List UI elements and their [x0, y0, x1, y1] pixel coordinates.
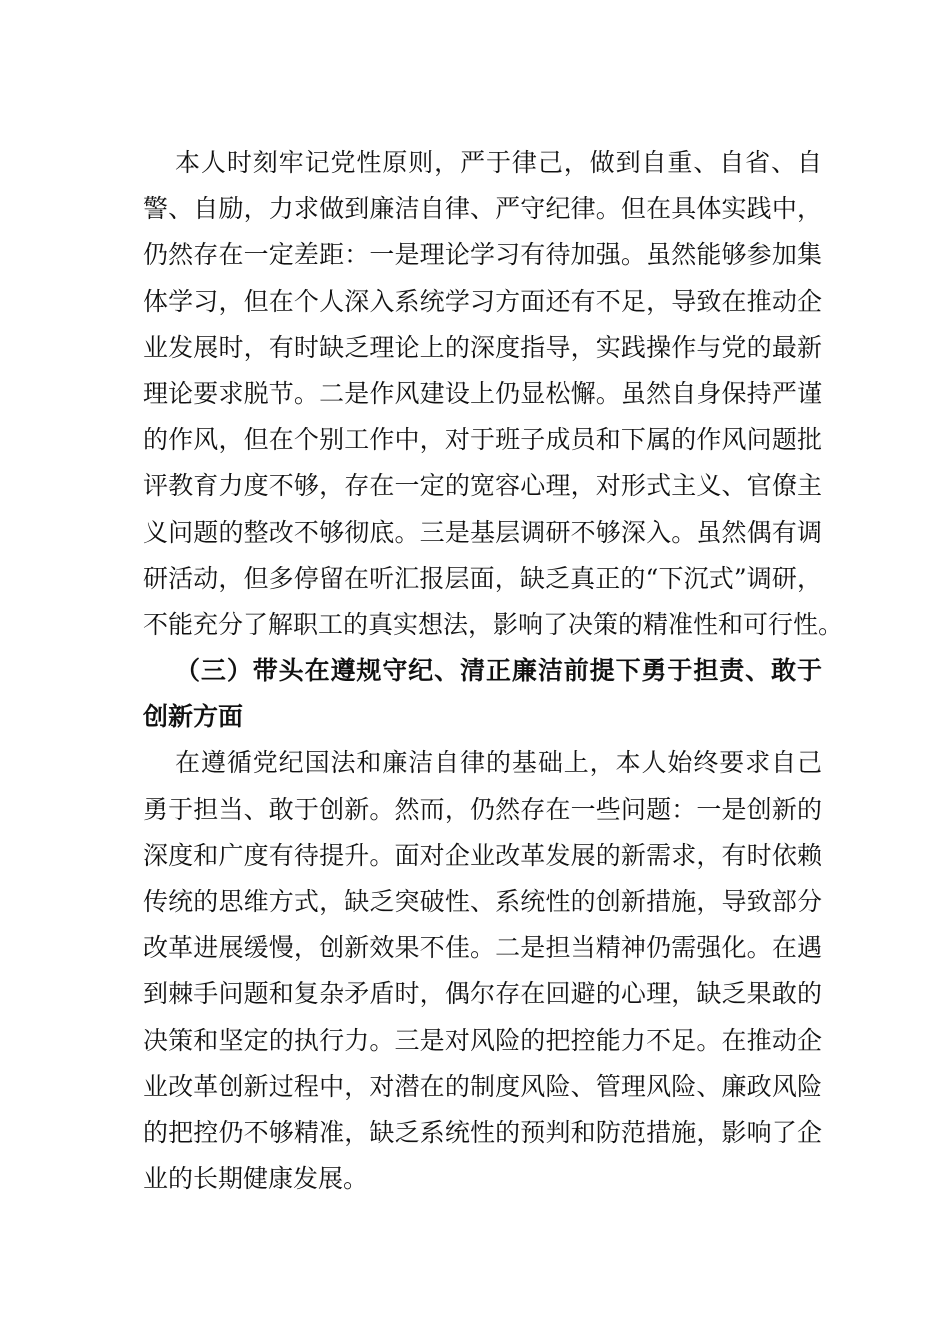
- text-line: 研活动，但多停留在听汇报层面，缺乏真正的“下沉式”调研，: [143, 563, 822, 593]
- paragraph: [143, 740, 822, 1202]
- text-line: 的作风，但在个别工作中，对于班子成员和下属的作风问题批: [143, 425, 822, 455]
- text-line: 不能充分了解职工的真实想法，影响了决策的精准性和可行性。: [143, 609, 844, 639]
- text-line: 义问题的整改不够彻底。三是基层调研不够深入。虽然偶有调: [143, 517, 822, 547]
- section-heading: [143, 648, 822, 740]
- text-line: 评教育力度不够，存在一定的宽容心理，对形式主义、官僚主: [143, 471, 822, 501]
- text-line: 本人时刻牢记党性原则，严于律己，做到自重、自省、自: [175, 148, 822, 177]
- text-line: 传统的思维方式，缺乏突破性、系统性的创新措施，导致部分: [143, 887, 822, 916]
- text-line: 业改革创新过程中，对潜在的制度风险、管理风险、廉政风险: [143, 1071, 822, 1101]
- text-line: 理论要求脱节。二是作风建设上仍显松懈。虽然自身保持严谨: [143, 378, 822, 408]
- text-line: （三）带头在遵规守纪、清正廉洁前提下勇于担责、敢于: [175, 656, 822, 686]
- text-line: 到棘手问题和复杂矛盾时，偶尔存在回避的心理，缺乏果敢的: [143, 979, 822, 1009]
- text-line: 决策和坚定的执行力。三是对风险的把控能力不足。在推动企: [143, 1025, 822, 1055]
- text-line: 在遵循党纪国法和廉洁自律的基础上，本人始终要求自己: [175, 748, 822, 778]
- text-line: 警、自励，力求做到廉洁自律、严守纪律。但在具体实践中，: [143, 194, 822, 224]
- text-line: 的把控仍不够精准，缺乏系统性的预判和防范措施，影响了企: [143, 1117, 822, 1147]
- text-line: 深度和广度有待提升。面对企业改革发展的新需求，有时依赖: [143, 840, 822, 870]
- text-line: 业发展时，有时缺乏理论上的深度指导，实践操作与党的最新: [143, 332, 822, 362]
- paragraph: [143, 140, 844, 648]
- text-line: 创新方面: [143, 702, 244, 732]
- text-line: 勇于担当、敢于创新。然而，仍然存在一些问题：一是创新的: [143, 794, 822, 824]
- text-line: 仍然存在一定差距：一是理论学习有待加强。虽然能够参加集: [143, 240, 822, 270]
- text-line: 改革进展缓慢，创新效果不佳。二是担当精神仍需强化。在遇: [143, 933, 822, 963]
- document-page: [143, 140, 844, 1202]
- text-line: 业的长期健康发展。: [143, 1164, 369, 1194]
- text-line: 体学习，但在个人深入系统学习方面还有不足，导致在推动企: [143, 286, 822, 316]
